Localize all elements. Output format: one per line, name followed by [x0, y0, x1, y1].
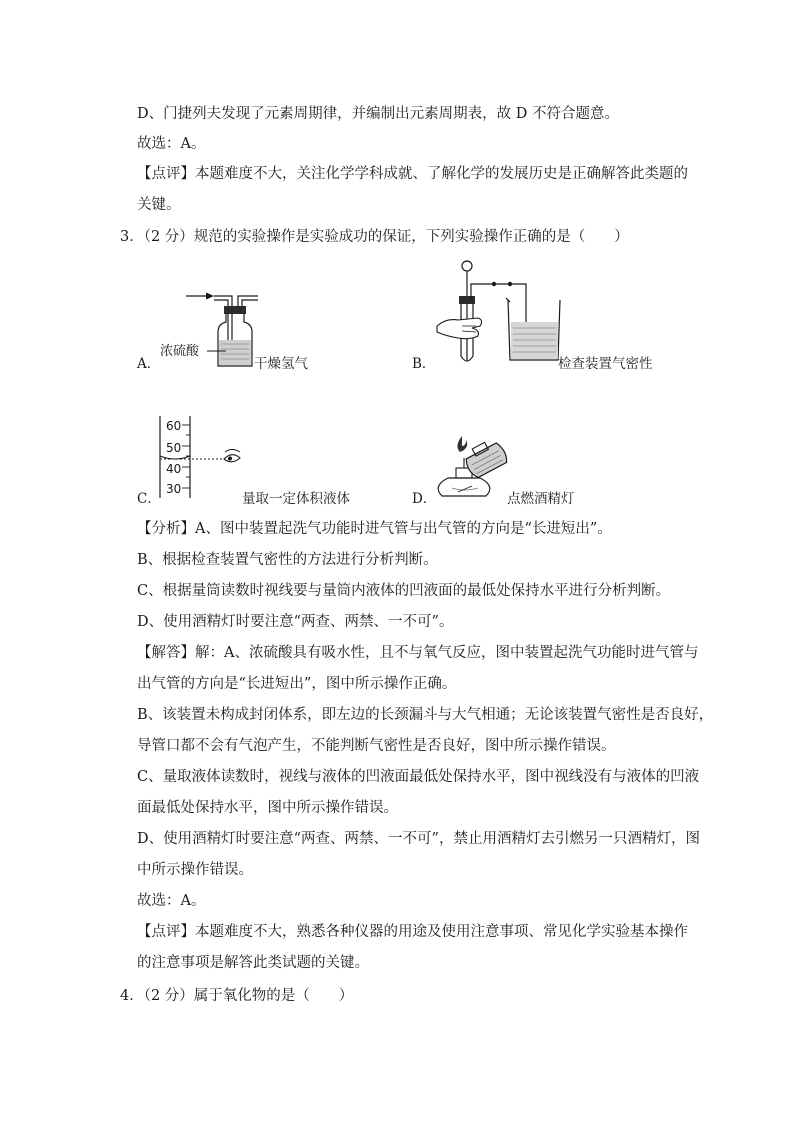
text-line: 中所示操作错误。 [137, 862, 253, 878]
option-a-caption: 干燥氢气 [254, 356, 308, 372]
option-a-letter: A． [137, 356, 161, 372]
text-line: 【解答】解：A、浓硫酸具有吸水性，且不与氧气反应，图中装置起洗气功能时进气管与 [137, 645, 699, 661]
text-line: 出气管的方向是“长进短出”，图中所示操作正确。 [137, 676, 457, 692]
flame-icon [457, 436, 467, 452]
text-line: 【点评】本题难度不大，关注化学学科成就、了解化学的发展历史是正确解答此类题的 [137, 166, 688, 182]
option-d-letter: D． [412, 491, 437, 507]
text-line: 故选：A。 [137, 893, 206, 909]
question-4-stem: 4．（2 分）属于氧化物的是（ ） [120, 988, 354, 1004]
option-c-letter: C． [137, 491, 161, 507]
question-3-stem: 3．（2 分）规范的实验操作是实验成功的保证，下列实验操作正确的是（ ） [120, 229, 629, 245]
cylinder-tick-30: 30 [166, 482, 182, 496]
option-b-letter: B． [412, 356, 436, 372]
text-line: B、根据检查装置气密性的方法进行分析判断。 [137, 552, 438, 568]
text-line: 面最低处保持水平，图中所示操作错误。 [137, 800, 398, 816]
text-line: C、根据量筒读数时视线要与量筒内液体的凹液面的最低处保持水平进行分析判断。 [137, 583, 671, 599]
text-line: 【点评】本题难度不大，熟悉各种仪器的用途及使用注意事项、常见化学实验基本操作 [137, 924, 688, 940]
cylinder-tick-40: 40 [166, 462, 182, 476]
text-line: C、量取液体读数时，视线与液体的凹液面最低处保持水平，图中视线没有与液体的凹液 [137, 769, 700, 785]
cylinder-tick-60: 60 [166, 419, 182, 433]
cylinder-tick-50: 50 [166, 441, 182, 455]
text-line: D、门捷列夫发现了元素周期律，并编制出元素周期表，故 D 不符合题意。 [137, 106, 619, 122]
text-line: D、使用酒精灯时要注意“两查、两禁、一不可”，禁止用酒精灯去引燃另一只酒精灯，图 [137, 831, 700, 847]
text-line: 【分析】A、图中装置起洗气功能时进气管与出气管的方向是“长进短出”。 [137, 521, 612, 537]
option-a-reagent-label: 浓硫酸 [160, 344, 200, 359]
text-line: 导管口都不会有气泡产生，不能判断气密性是否良好，图中所示操作错误。 [137, 738, 616, 754]
text-line: 关键。 [137, 197, 181, 213]
text-line: D、使用酒精灯时要注意“两查、两禁、一不可”。 [137, 614, 454, 630]
option-d-caption: 点燃酒精灯 [507, 491, 575, 507]
option-c-caption: 量取一定体积液体 [242, 491, 350, 507]
text-line: B、该装置未构成封闭体系，即左边的长颈漏斗与大气相通；无论该装置气密性是否良好， [137, 707, 714, 723]
text-line: 故选：A。 [137, 136, 206, 152]
option-b-caption: 检查装置气密性 [558, 356, 653, 372]
text-line: 的注意事项是解答此类试题的关键。 [137, 955, 369, 971]
